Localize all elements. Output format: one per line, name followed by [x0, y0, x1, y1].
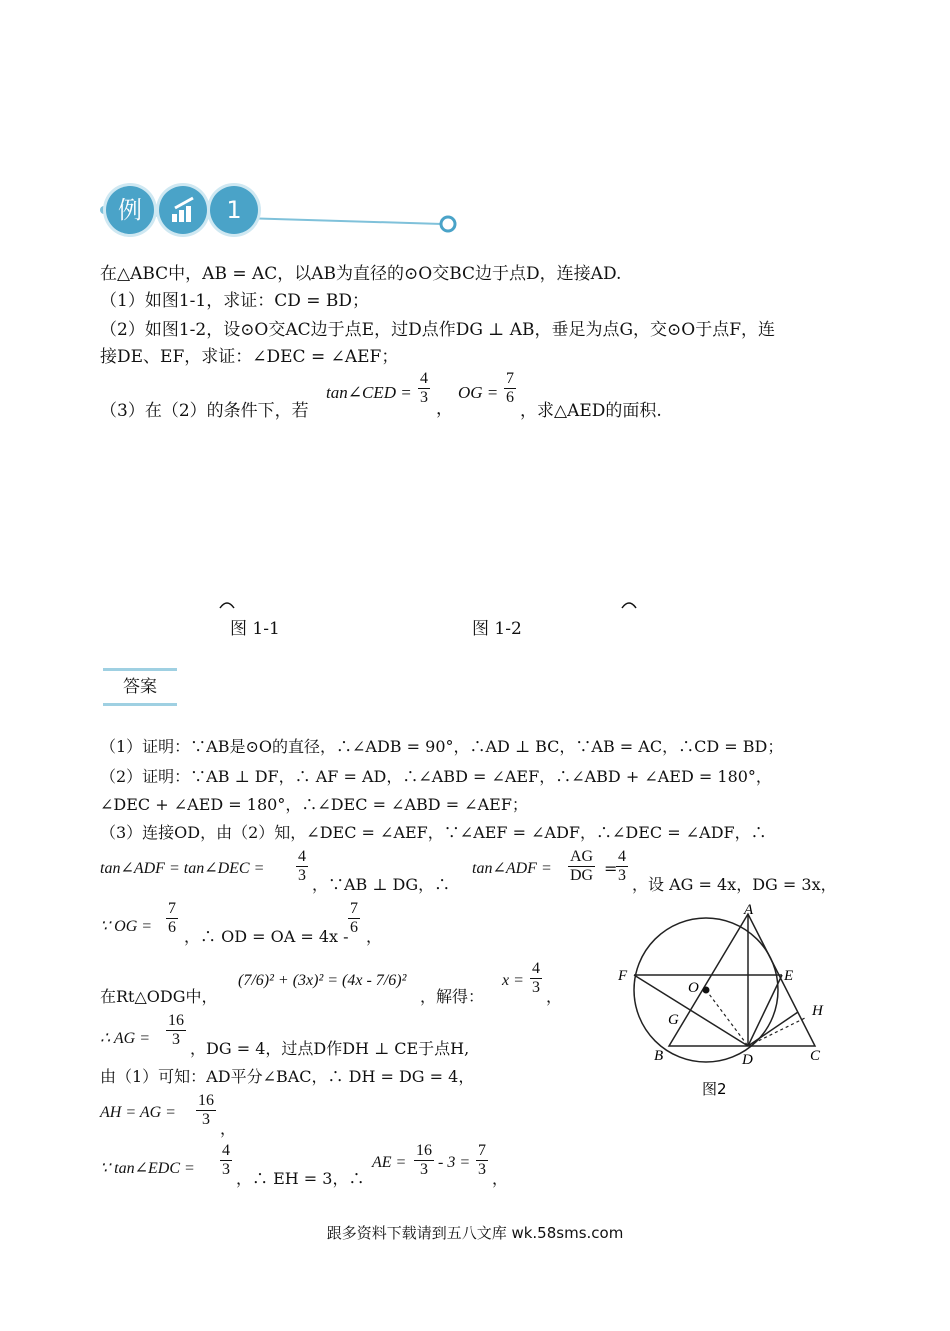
geometry-figure [610, 900, 850, 1100]
example-badge: 例 [106, 186, 154, 234]
arc-mark [620, 598, 644, 612]
figure-1-2-caption: 图 1-2 [472, 619, 522, 639]
problem-line-4: 接DE、EF，求证：∠DEC = ∠AEF； [100, 347, 399, 367]
problem-line-5: （3）在（2）的条件下，若 tan∠CED = $\frac{4}{3}$ ， OG = $\frac{7}{6}$ ，求△AED的面积. [100, 370, 662, 421]
answer-line-3: ∠DEC + ∠AED = 180°，∴∠DEC = ∠ABD = ∠AEF； [100, 795, 528, 814]
problem-line-2: （1）如图1-1，求证：CD = BD； [100, 291, 370, 311]
figure-1-1-caption: 图 1-1 [230, 619, 280, 639]
arc-mark [218, 598, 240, 612]
problem-line-1: 在△ABC中，AB = AC，以AB为直径的⊙O交BC边于点D，连接AD. [100, 264, 622, 284]
point-label: D [742, 1052, 753, 1068]
example-number-badge: 1 [210, 186, 258, 234]
answer-line-1: （1）证明：∵AB是⊙O的直径，∴∠ADB = 90°，∴AD ⊥ BC，∵AB = AC，∴CD = BD； [100, 737, 784, 756]
point-label: H [812, 1003, 823, 1019]
answer-line-9: 由（1）可知：AD平分∠BAC，∴ DH = DG = 4， [100, 1067, 475, 1086]
point-label: E [784, 968, 794, 984]
answer-label: 答案 [103, 668, 177, 706]
footer-link[interactable]: 跟多资料下载请到五八文库 wk.58sms.com [326, 1224, 624, 1242]
point-label: G [668, 1012, 679, 1028]
pencil-icon [159, 186, 207, 234]
problem-line-3: （2）如图1-2，设⊙O交AC边于点E，过D点作DG ⊥ AB，垂足为点G，交⊙O于点F，连 [100, 320, 776, 340]
point-label: A [744, 902, 754, 918]
point-label: O [688, 980, 699, 996]
point-label: C [810, 1048, 821, 1064]
answer-line-2: （2）证明：∵AB ⊥ DF，∴ AF = AD，∴∠ABD = ∠AEF，∴∠ABD + ∠AED = 180°， [100, 767, 772, 786]
point-label: F [618, 968, 628, 984]
figure-caption: 图2 [702, 1080, 727, 1098]
point-label: B [654, 1048, 664, 1064]
answer-line-4: （3）连接OD，由（2）知，∠DEC = ∠AEF，∵∠AEF = ∠ADF，∴∠DEC = ∠ADF，∴ [100, 823, 767, 842]
